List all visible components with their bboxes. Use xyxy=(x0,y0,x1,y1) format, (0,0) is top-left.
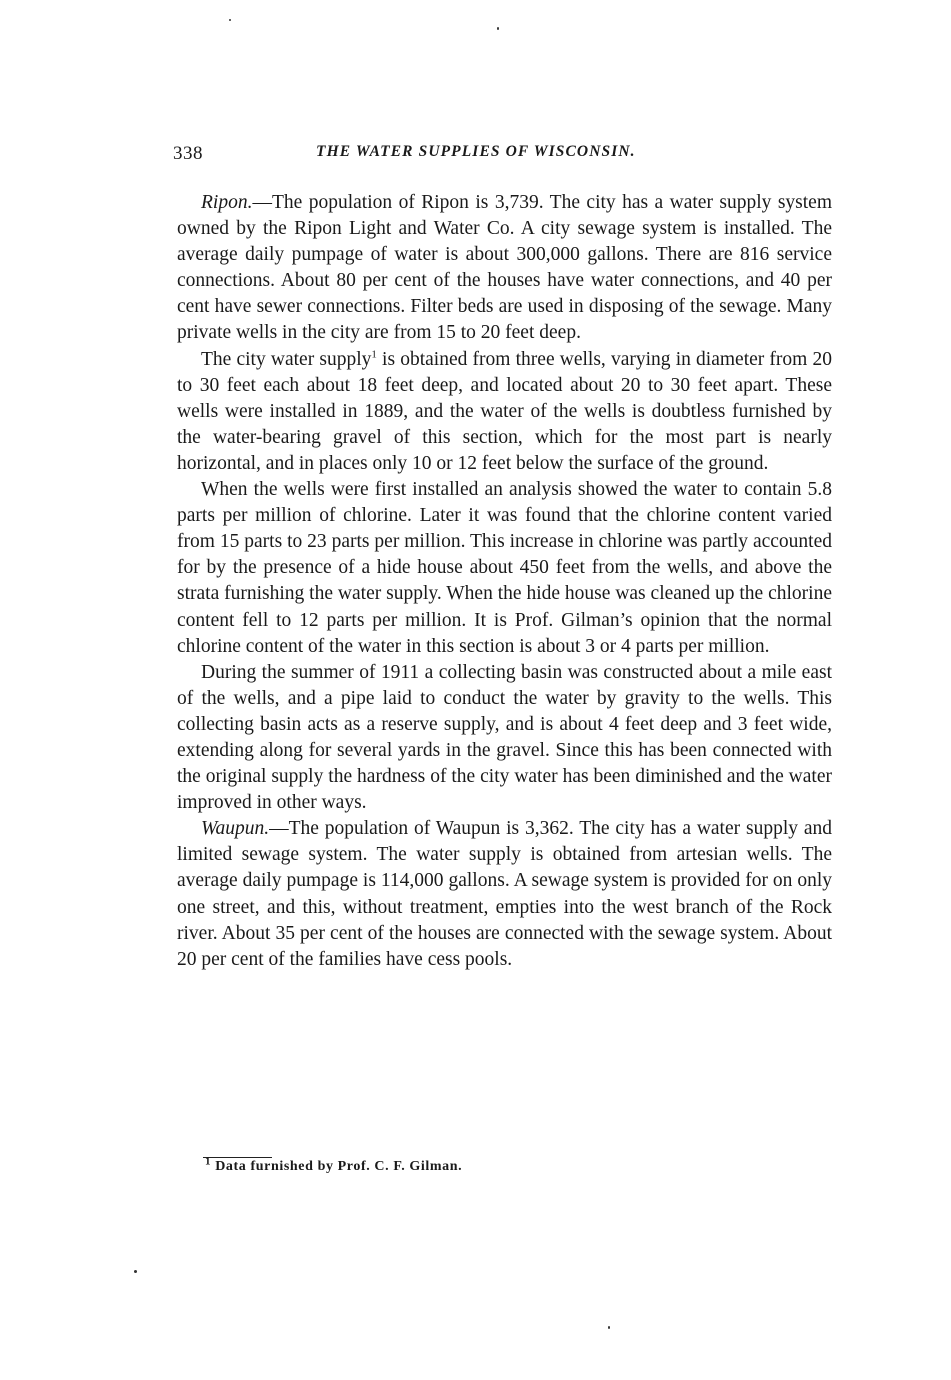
scan-speck xyxy=(497,27,499,30)
paragraph-ripon xyxy=(177,190,832,347)
paragraph-text: The city water supply xyxy=(201,348,372,370)
running-head xyxy=(173,143,833,169)
body-text xyxy=(177,190,832,973)
footnote-text: Data furnished by Prof. C. F. Gilman. xyxy=(215,1159,463,1174)
paragraph-text: When the wells were first installed an analysis showed the water to contain 5.8 parts per million of chlorine. Later it was found that the chlorine content varied from 15 parts to 23 parts per million. This increase in chlorine was partly accounted for by the presence of a hide house about 450 feet from the wells, and above the strata furnishing the water supply. When the hide house was cleaned up the chlorine content fell to 12 parts per million. It is Prof. Gilman’s opinion that the normal chlorine content of the water in this section is about 3 or 4 parts per million. xyxy=(177,479,832,657)
paragraph-text: is obtained from three wells, varying in diameter from 20 to 30 feet each about 18 feet deep, and located about 20 to 30 feet apart. These wells were installed in 1889, and the water of the wells is doubtless furnished by the water-bearing gravel of this section, which for the most part is nearly horizontal, and in places only 10 or 12 feet below the surface of the ground. xyxy=(177,348,833,474)
footnote-divider xyxy=(203,1157,272,1158)
paragraph-text: During the summer of 1911 a collecting basin was constructed about a mile east of the wells, and a pipe laid to conduct the water by gravity to the wells. This collecting basin acts as a reserve supply, and is about 4 feet deep and 3 feet wide, extending along for several yards in the gravel. Since this has been connected with the original supply the hardness of the city water has been diminished and the water improved in other ways. xyxy=(177,661,832,814)
paragraph-waupun xyxy=(177,816,832,973)
page-number: 338 xyxy=(173,143,203,164)
footnote-reference: 1 xyxy=(371,348,377,361)
paragraph-lead-ripon: Ripon. xyxy=(201,192,253,213)
scan-speck xyxy=(134,1270,137,1273)
footnote-mark: 1 xyxy=(205,1155,212,1168)
paragraph-collecting-basin xyxy=(177,660,832,817)
scan-speck xyxy=(229,19,231,21)
footnote xyxy=(205,1155,463,1175)
paragraph-text: —The population of Waupun is 3,362. The city has a water supply and limited sewage system. The water supply is obtained from artesian wells. The average daily pumpage is 114,000 gallons. A sewage system is provided for on only one street, and this, without treatment, empties into the west branch of the Rock river. About 35 per cent of the houses are connected with the sewage system. About 20 per cent of the families have cess pools. xyxy=(177,818,832,970)
scan-speck xyxy=(608,1326,610,1329)
paragraph-water-supply xyxy=(177,347,832,477)
running-title: THE WATER SUPPLIES OF WISCONSIN. xyxy=(316,143,636,160)
paragraph-chlorine xyxy=(177,477,832,660)
paragraph-lead-waupun: Waupun. xyxy=(201,818,270,840)
paragraph-text: —The population of Ripon is 3,739. The city has a water supply system owned by the Ripon Light and Water Co. A city sewage system is installed. The average daily pumpage of water is about 300,000 gallons. There are 816 service connections. About 80 per cent of the houses have water connections, and 40 per cent have sewer connections. Filter beds are used in disposing of the sewage. Many private wells in the city are from 15 to 20 feet deep. xyxy=(177,192,832,344)
